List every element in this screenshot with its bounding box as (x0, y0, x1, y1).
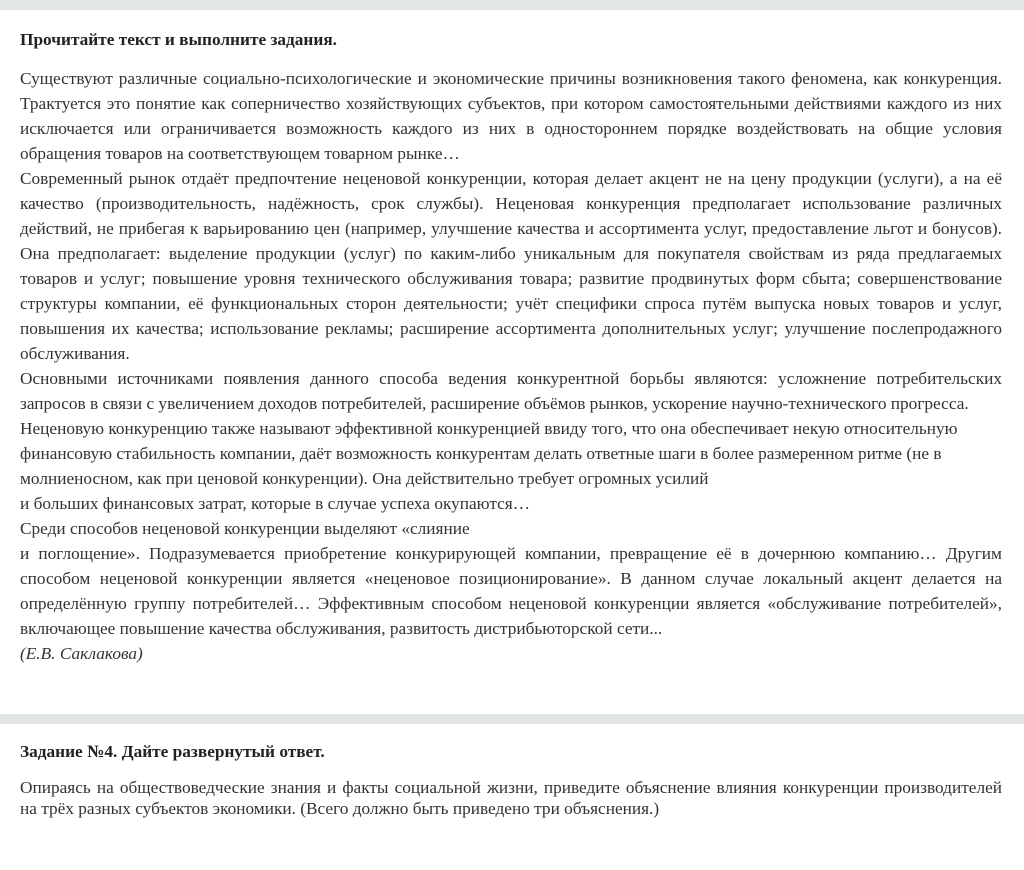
top-divider (0, 0, 1024, 10)
paragraph-1: Существуют различные социально-психологические и экономические причины возникновения такого феномена, как конкуренция. Трактуется это понятие как соперничество хозяйствующих субъектов, при котором самостоятельными действиями каждого из них исключается или ограничивается возможность каждого из них в одностороннем порядке воздействовать на общие условия обращения товаров на соответствующем товарном рынке… (20, 69, 1002, 163)
paragraph-2: Современный рынок отдаёт предпочтение неценовой конкуренции, которая делает акцент не на цену продукции (услуги), а на её качество (производительность, надёжность, срок службы). Неценовая конкуренция предполагает использование различных действий, не прибегая к варьированию цен (например, улучшение качества и ассортимента услуг, предоставление льгот и бонусов). Она предполагает: выделение продукции (услуг) по каким-либо уникальным для покупателя свойствам из ряда предлагаемых товаров и услуг; повышение уровня технического обслуживания товара; развитие продвинутых форм сбыта; совершенствование структуры компании, её функциональных сторон деятельности; учёт специфики спроса путём выпуска новых товаров и услуг, повышения их качества; использование рекламы; расширение ассортимента дополнительных услуг; улучшение послепродажного обслуживания. (20, 169, 1002, 363)
reading-heading: Прочитайте текст и выполните задания. (20, 30, 338, 49)
paragraph-3: Основными источниками появления данного способа ведения конкурентной борьбы являются: усложнение потребительских запросов в связи с увеличением доходов потребителей, расширение объёмов рынков, ускорение научно-технического прогресса. (20, 369, 1002, 413)
section-divider (0, 714, 1024, 724)
reading-text-section (0, 10, 1024, 714)
author-signature: (Е.В. Саклакова) (20, 644, 143, 663)
paragraph-4: Неценовую конкуренцию также называют эффективной конкуренцией ввиду того, что она обеспечивает некую относительную финансовую стабильность компании, даёт возможность конкурентам делать ответные шаги в более размеренном ритме (не в молниеносном, как при ценовой конкуренции). Она действительно требует огромных усилий (20, 419, 958, 488)
paragraph-7: и поглощение». Подразумевается приобретение конкурирующей компании, превращение её в дочернюю компанию… Другим способом неценовой конкуренции является «неценовое позиционирование». В данном случае локальный акцент делается на определённую группу потребителей… Эффективным способом неценовой конкуренции является «обслуживание потребителей», включающее повышение качества обслуживания, развитость дистрибьюторской сети... (20, 544, 1002, 638)
task-heading: Задание №4. Дайте развернутый ответ. (20, 742, 325, 761)
task-section (0, 724, 1024, 819)
task-text: Опираясь на обществоведческие знания и факты социальной жизни, приведите объяснение влияния конкуренции производителей на трёх разных субъектов экономики. (Всего должно быть приведено три объяснения.) (20, 778, 1002, 818)
paragraph-6: Среди способов неценовой конкуренции выделяют «слияние (20, 519, 470, 538)
paragraph-5: и больших финансовых затрат, которые в случае успеха окупаются… (20, 494, 531, 513)
